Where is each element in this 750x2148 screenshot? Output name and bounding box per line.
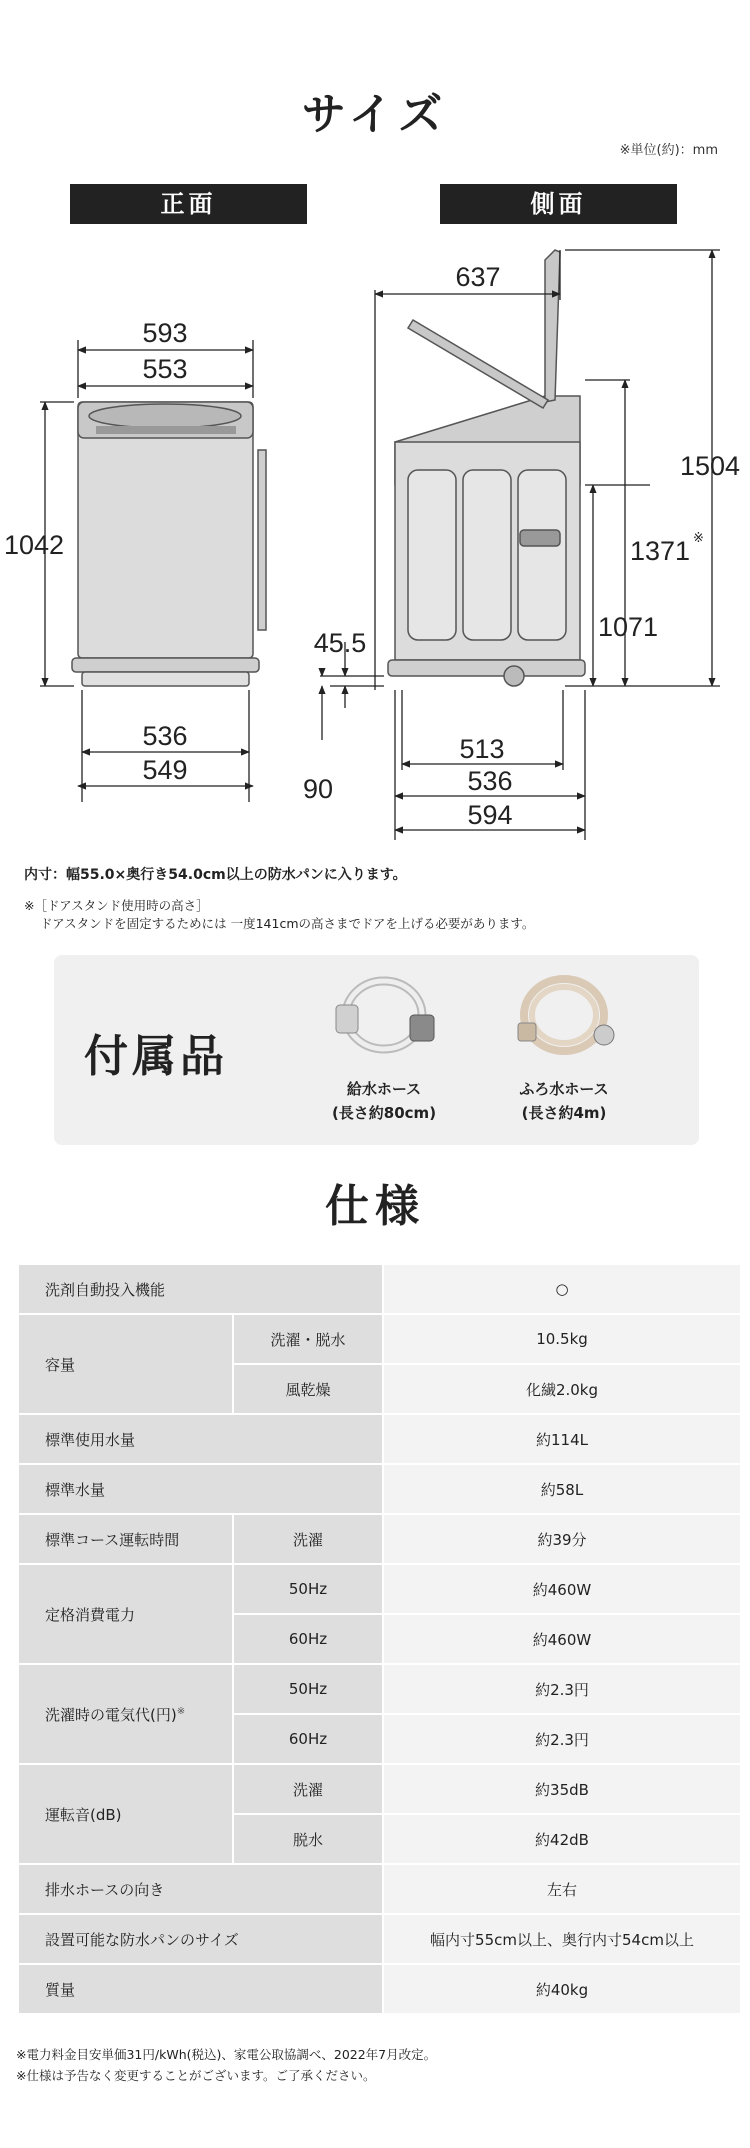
spec-value: 約40kg bbox=[383, 1964, 741, 2014]
door-stand-note-heading: ※［ドアスタンド使用時の高さ］ bbox=[24, 898, 209, 913]
accessory-2-detail: (長さ約4m) bbox=[521, 1104, 607, 1122]
dim-side-depth: 637 bbox=[455, 262, 501, 292]
spec-label-cell bbox=[18, 1664, 233, 1764]
spec-sub-label: 60Hz bbox=[233, 1714, 383, 1764]
table-row bbox=[18, 1964, 741, 2014]
table-row bbox=[18, 1564, 741, 1614]
side-view-washer bbox=[388, 250, 585, 686]
spec-value: 化繊2.0kg bbox=[383, 1364, 741, 1414]
table-row bbox=[18, 1264, 741, 1314]
footnote-spec-change: ※仕様は予告なく変更することがございます。ご了承ください。 bbox=[16, 2068, 376, 2083]
spec-sub-label: 50Hz bbox=[233, 1564, 383, 1614]
table-row bbox=[18, 1664, 741, 1714]
spec-label: 標準使用水量 bbox=[18, 1414, 383, 1464]
spec-value: 約42dB bbox=[383, 1814, 741, 1864]
dim-front-body-width: 553 bbox=[142, 354, 188, 384]
table-row bbox=[18, 1864, 741, 1914]
front-view-label: 正面 bbox=[70, 184, 307, 224]
spec-label: 標準コース運転時間 bbox=[18, 1514, 233, 1564]
water-supply-hose-icon bbox=[324, 965, 444, 1075]
footnote-electricity-price: ※電力料金目安単価31円/kWh(税込)、家電公取協調べ、2022年7月改定。 bbox=[16, 2047, 437, 2062]
door-stand-mark: ※ bbox=[693, 531, 704, 546]
accessory-water-supply-hose bbox=[314, 965, 454, 1123]
spec-label-mark: ※ bbox=[176, 1705, 186, 1717]
spec-label: 運転音(dB) bbox=[18, 1764, 233, 1864]
spec-sub-label: 50Hz bbox=[233, 1664, 383, 1714]
spec-sub-label: 脱水 bbox=[233, 1814, 383, 1864]
spec-label: 標準水量 bbox=[18, 1464, 383, 1514]
spec-value: 約460W bbox=[383, 1614, 741, 1664]
unit-note: ※単位(約)：mm bbox=[619, 143, 718, 158]
dim-front-height: 1042 bbox=[3, 530, 65, 560]
dim-side-base-clearance: 45.5 bbox=[313, 628, 367, 658]
spec-sub-label: 洗濯 bbox=[233, 1764, 383, 1814]
dim-front-base-width: 536 bbox=[142, 721, 188, 751]
accessories-title: 付属品 bbox=[84, 1031, 228, 1082]
spec-label: 設置可能な防水パンのサイズ bbox=[18, 1914, 383, 1964]
spec-table bbox=[17, 1263, 742, 2015]
accessories-panel bbox=[54, 955, 699, 1145]
dim-side-lid-open-height: 1504 bbox=[679, 451, 741, 481]
side-view-label: 側面 bbox=[440, 184, 677, 224]
table-row bbox=[18, 1914, 741, 1964]
dim-side-foot-height: 90 bbox=[302, 774, 334, 804]
spec-label: 洗剤自動投入機能 bbox=[18, 1264, 383, 1314]
spec-value: ○ bbox=[383, 1264, 741, 1314]
dimension-drawing bbox=[0, 230, 750, 850]
spec-section-title: 仕様 bbox=[325, 1181, 425, 1232]
table-row bbox=[18, 1514, 741, 1564]
spec-value: 約58L bbox=[383, 1464, 741, 1514]
dim-side-door-stand-height: 1371 bbox=[629, 536, 691, 566]
table-row bbox=[18, 1414, 741, 1464]
spec-label: 定格消費電力 bbox=[18, 1564, 233, 1664]
spec-value: 約35dB bbox=[383, 1764, 741, 1814]
inner-size-note: 内寸：幅55.0×奥行き54.0cm以上の防水パンに入ります。 bbox=[24, 867, 407, 883]
spec-label: 質量 bbox=[18, 1964, 383, 2014]
spec-sub-label: 風乾燥 bbox=[233, 1364, 383, 1414]
spec-value: 約2.3円 bbox=[383, 1664, 741, 1714]
accessory-1-detail: (長さ約80cm) bbox=[331, 1104, 437, 1122]
table-row bbox=[18, 1314, 741, 1364]
spec-value: 約114L bbox=[383, 1414, 741, 1464]
spec-sub-label: 60Hz bbox=[233, 1614, 383, 1664]
spec-sub-label: 洗濯 bbox=[233, 1514, 383, 1564]
dim-side-foot-span: 513 bbox=[459, 734, 505, 764]
accessory-bath-water-hose bbox=[494, 965, 634, 1123]
spec-value: 約39分 bbox=[383, 1514, 741, 1564]
table-row bbox=[18, 1764, 741, 1814]
spec-sub-label: 洗濯・脱水 bbox=[233, 1314, 383, 1364]
spec-label: 容量 bbox=[18, 1314, 233, 1414]
bath-water-hose-icon bbox=[504, 965, 624, 1075]
spec-value: 約2.3円 bbox=[383, 1714, 741, 1764]
accessory-1-name: 給水ホース bbox=[346, 1080, 422, 1098]
front-view-washer bbox=[72, 402, 266, 686]
door-stand-note-body: ドアスタンドを固定するためには 一度141cmの高さまでドアを上げる必要があります。 bbox=[40, 916, 535, 931]
dim-front-foot-width: 549 bbox=[142, 755, 188, 785]
spec-value: 左右 bbox=[383, 1864, 741, 1914]
dim-side-base-depth: 536 bbox=[467, 766, 513, 796]
spec-value: 約460W bbox=[383, 1564, 741, 1614]
spec-value: 10.5kg bbox=[383, 1314, 741, 1364]
spec-value: 幅内寸55cm以上、奥行内寸54cm以上 bbox=[383, 1914, 741, 1964]
accessory-2-name: ふろ水ホース bbox=[519, 1080, 609, 1098]
dim-side-body-height: 1071 bbox=[597, 612, 659, 642]
dim-side-total-depth: 594 bbox=[467, 800, 513, 830]
size-section-title: サイズ bbox=[301, 89, 449, 140]
spec-label: 洗濯時の電気代(円) bbox=[45, 1705, 177, 1724]
dim-front-outer-width: 593 bbox=[142, 318, 188, 348]
table-row bbox=[18, 1464, 741, 1514]
spec-label: 排水ホースの向き bbox=[18, 1864, 383, 1914]
